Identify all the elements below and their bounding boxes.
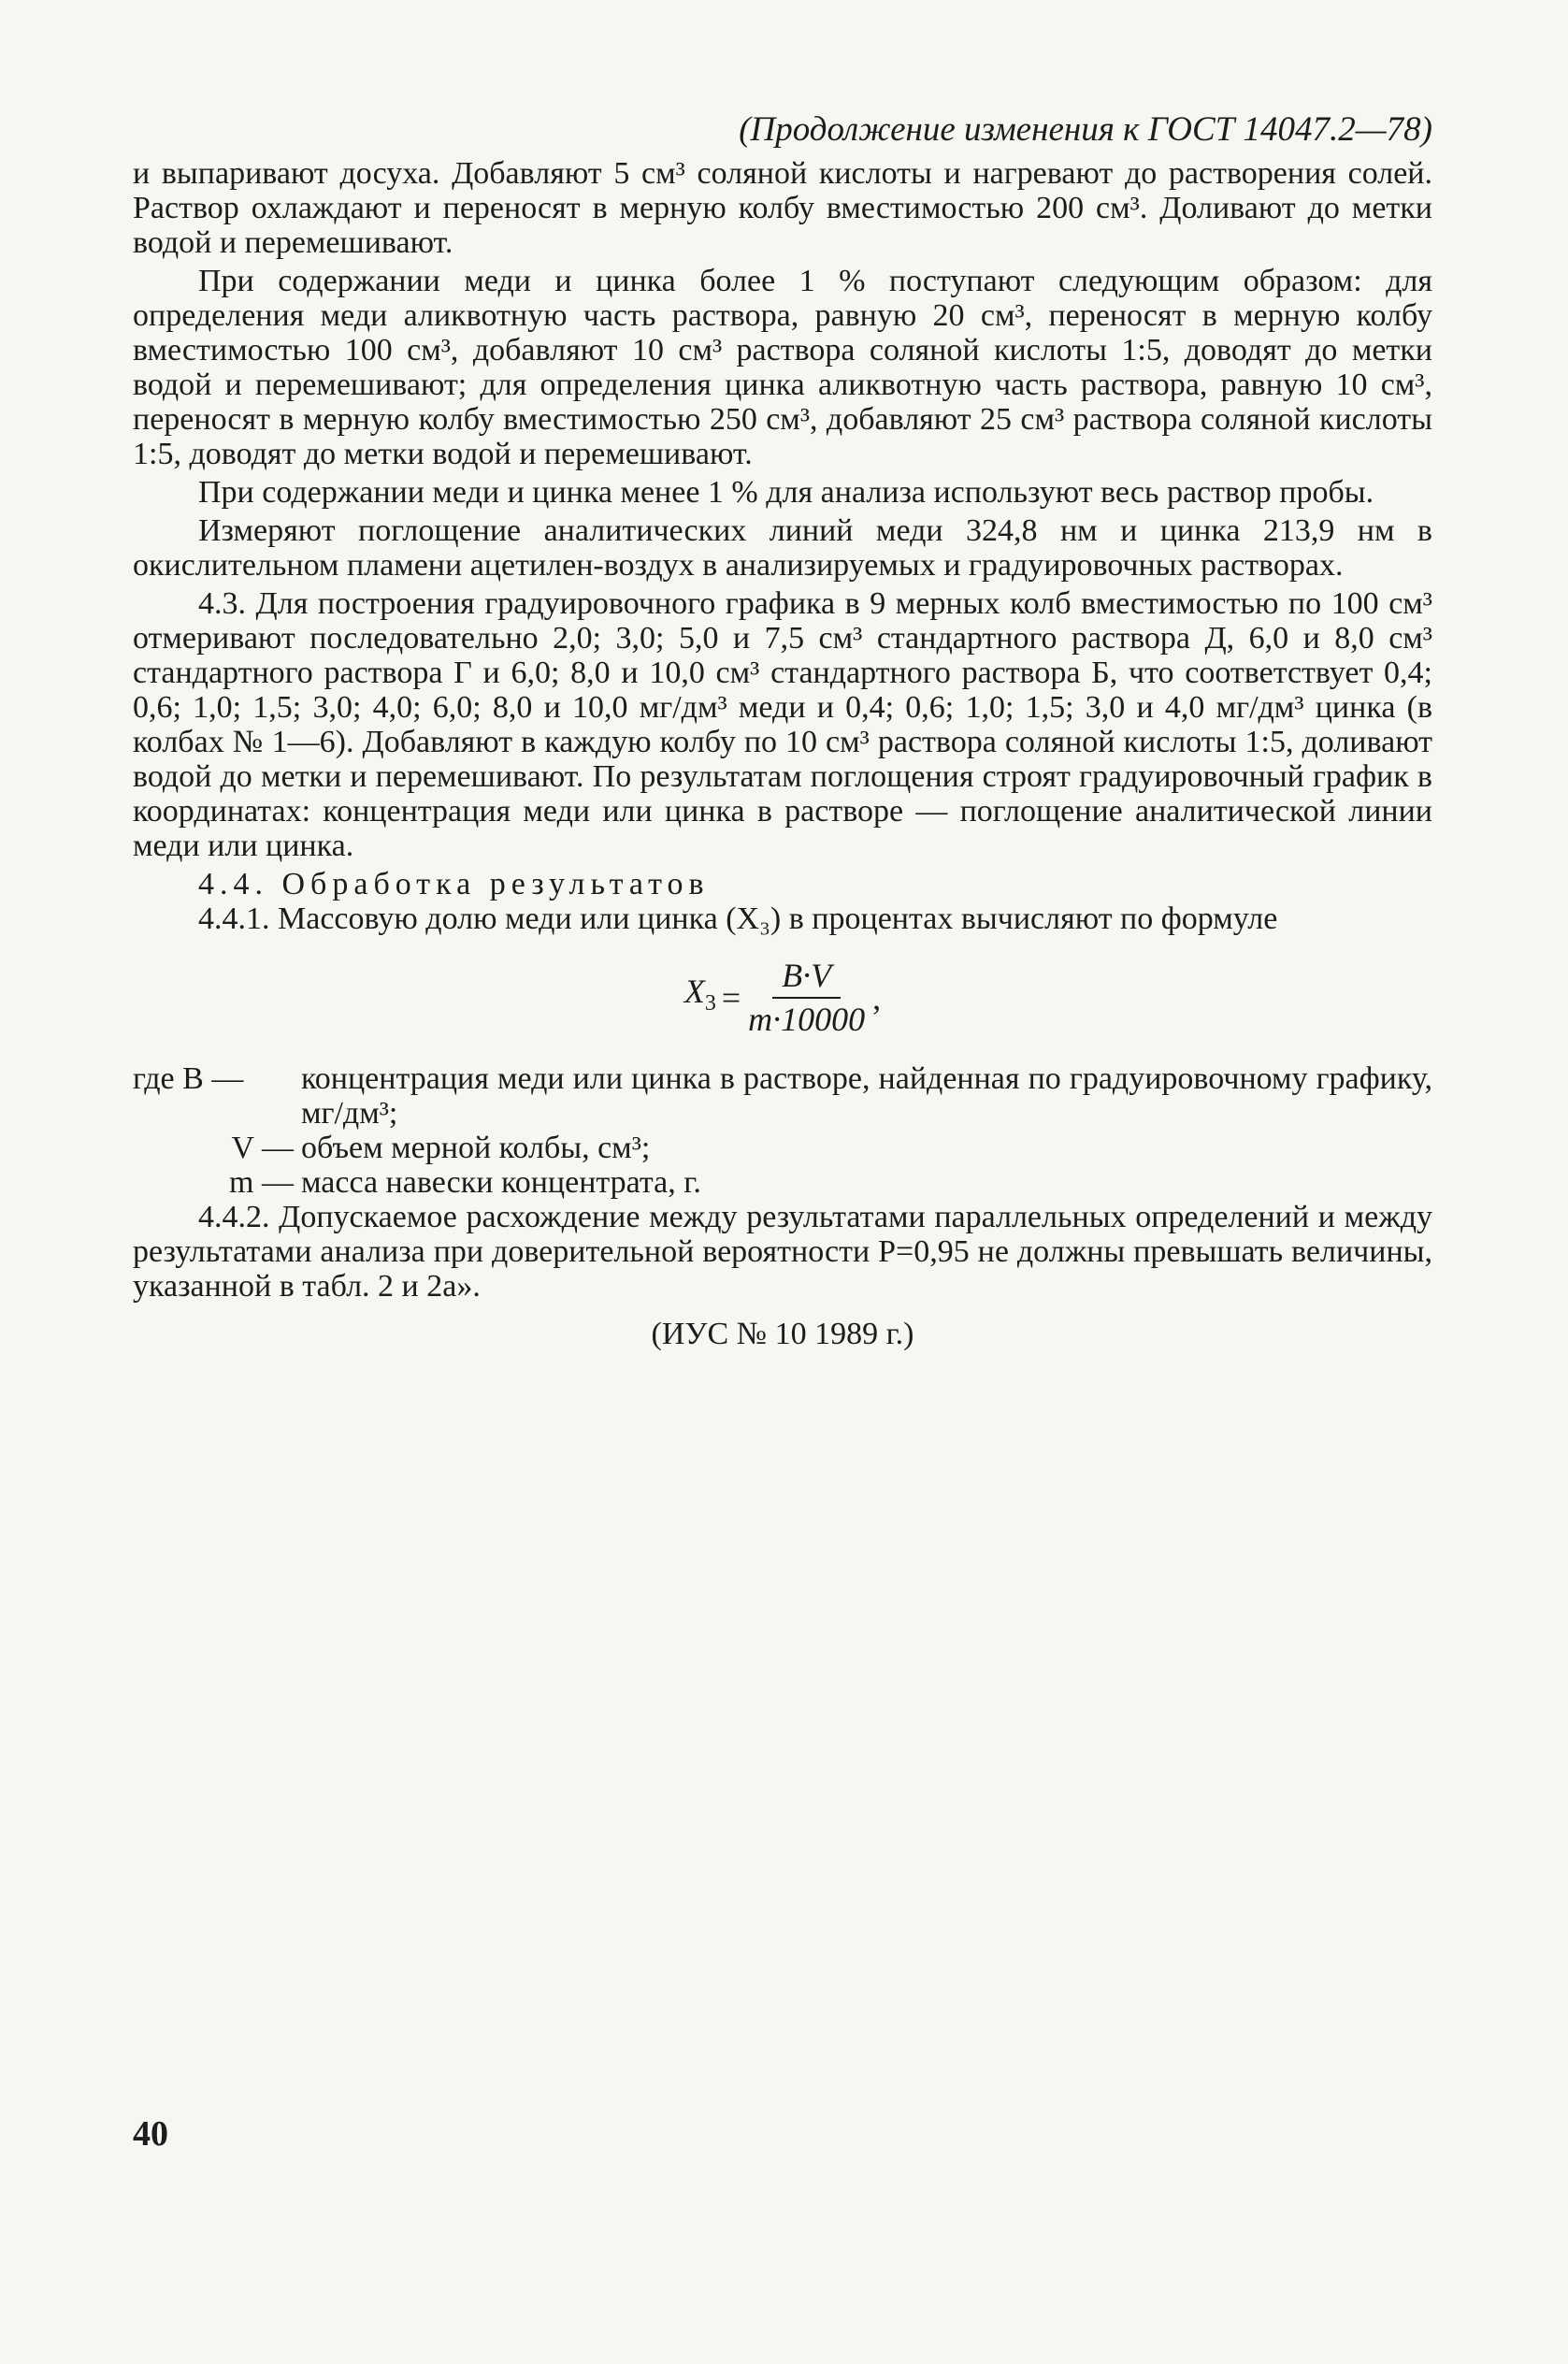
formula-x3 (133, 959, 1432, 1037)
paragraph-measurement: Измеряют поглощение аналитических линий меди 324,8 нм и цинка 213,9 нм в окислительном пламени ацетилен-воздух в анализируемых и градуировочных растворах. (133, 513, 1432, 583)
definition-symbol: m — (229, 1165, 294, 1200)
formula-lhs: $X_3$ (683, 972, 716, 1016)
paragraph-low-content: При содержании меди и цинка менее 1 % для анализа используют весь раствор пробы. (198, 475, 1374, 510)
document-page (133, 112, 1432, 1351)
section-4-4-title: 4.4. Обработка результатов (198, 867, 710, 901)
formula-numerator: B·V (772, 959, 841, 999)
paragraph-high-content: При содержании меди и цинка более 1 % поступают следующим образом: для определения меди аликвотную часть раствора, равную 20 см³, переносят в мерную колбу вместимостью 100 см³, добавляют 10 см³ раствора соляной кислоты 1:5, доводят до метки водой и перемешивают; для определения цинка аликвотную часть раствора, равную 10 см³, переносят в мерную колбу вместимостью 250 см³, добавляют 25 см³ раствора соляной кислоты 1:5, доводят до метки водой и перемешивают. (133, 264, 1432, 471)
running-header: (Продолжение изменения к ГОСТ 14047.2—78) (739, 110, 1432, 149)
formula-trailing-comma: , (872, 978, 882, 1016)
definition-row (133, 1061, 1432, 1131)
source-note: (ИУС № 10 1989 г.) (651, 1317, 914, 1351)
paragraph-4-4-1: 4.4.1. Массовую долю меди или цинка (X₃) в процентах вычисляют по формуле (198, 901, 1278, 936)
formula-fraction (748, 959, 865, 1037)
definition-symbol: V — (231, 1131, 294, 1165)
definition-row (133, 1131, 1432, 1165)
page-number: 40 (133, 2114, 168, 2154)
paragraph-4-3-calibration: 4.3. Для построения градуировочного графика в 9 мерных колб вместимостью по 100 см³ отмеривают последовательно 2,0; 3,0; 5,0 и 7,5 см³ стандартного раствора Д, 6,0 и 8,0 см³ стандартного раствора Г и 6,0; 8,0 и 10,0 см³ стандартного раствора Б, что соответствует 0,4; 0,6; 1,0; 1,5; 3,0; 4,0; 6,0; 8,0 и 10,0 мг/дм³ меди и 0,4; 0,6; 1,0; 1,5; 3,0 и 4,0 мг/дм³ цинка (в колбах № 1—6). Добавляют в каждую колбу по 10 см³ раствора соляной кислоты 1:5, доливают водой до метки и перемешивают. По результатам поглощения строят градуировочный график в координатах: концентрация меди или цинка в растворе — поглощение аналитической линии меди или цинка. (133, 586, 1432, 863)
definition-text: объем мерной колбы, см³; (301, 1131, 651, 1165)
definition-text: масса навески концентрата, г. (301, 1165, 701, 1200)
definition-text: концентрация меди или цинка в растворе, найденная по градуировочному графику, мг/дм³; (301, 1061, 1432, 1131)
definition-row (133, 1165, 1432, 1200)
paragraph-4-4-2: 4.4.2. Допускаемое расхождение между результатами параллельных определений и между результатами анализа при доверительной вероятности P=0,95 не должны превышать величины, указанной в табл. 2 и 2а». (133, 1200, 1432, 1304)
formula-equals: = (721, 978, 741, 1016)
formula-denominator: m·10000 (748, 1001, 866, 1038)
paragraph-continuation: и выпаривают досуха. Добавляют 5 см³ соляной кислоты и нагревают до растворения солей. Раствор охлаждают и переносят в мерную колбу вместимостью 200 см³. Доливают до метки водой и перемешивают. (133, 156, 1432, 260)
definition-lead: где B — (133, 1061, 244, 1096)
definitions-list (133, 1061, 1432, 1200)
